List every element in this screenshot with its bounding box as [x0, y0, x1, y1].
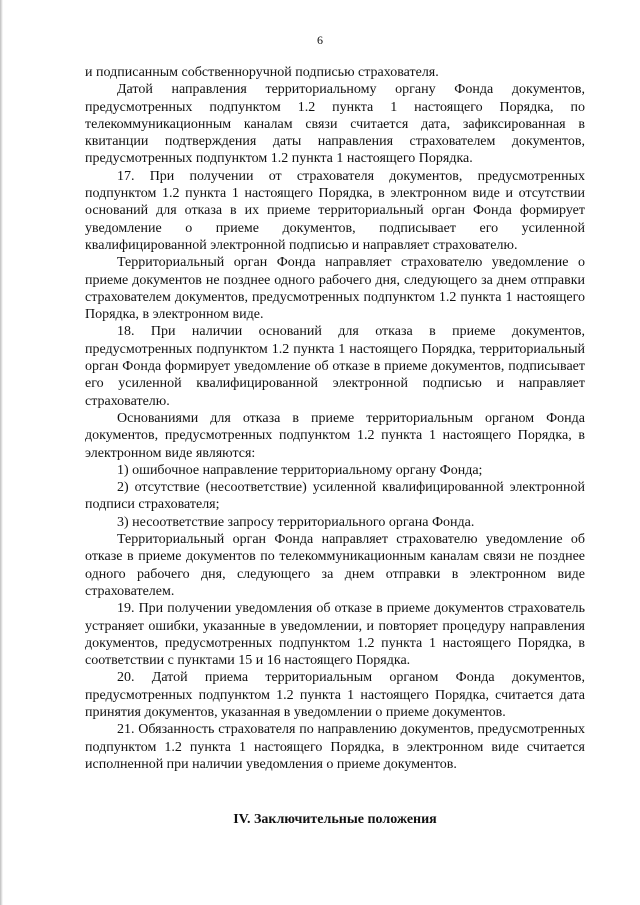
page-number: 6 — [317, 33, 323, 47]
paragraph-refusal-notice: Территориальный орган Фонда направляет страхователю уведомление об отказе в приеме документов по телекоммуникационным каналам связи не позднее одного рабочего дня, следующего за днем отправки в электронном виде страхователем. — [85, 532, 585, 599]
list-item-1: 1) ошибочное направление территориальному органу Фонда; — [117, 462, 483, 478]
paragraph-item-19: 19. При получении уведомления об отказе в приеме документов страхователь устраняет ошибки, указанные в уведомлении, и повторяет процедуру направления документов, предусмотренных подпунктом 1.2 пункта 1 настоящего Порядка, в соответствии с пунктами 15 и 16 настоящего Порядка. — [85, 601, 585, 669]
section-heading: IV. Заключительные положения — [233, 812, 437, 827]
paragraph-item-20: 20. Датой приема территориальным органом Фонда документов, предусмотренных подпунктом 1.2 пункта 1 настоящего Порядка, считается дата принятия документов, указанная в уведомлении о приеме документов. — [85, 670, 585, 720]
paragraph-item-21: 21. Обязанность страхователя по направлению документов, предусмотренных подпунктом 1.2 пункта 1 настоящего Порядка, в электронном виде считается исполненной при наличии уведомления о приеме документов. — [85, 722, 585, 772]
document-body — [85, 64, 585, 773]
paragraph-refusal-grounds: Основаниями для отказа в приеме территориальным органом Фонда документов, предусмотренных подпунктом 1.2 пункта 1 настоящего Порядка, в электронном виде являются: — [85, 410, 585, 461]
paragraph-continuation: и подписанным собственноручной подписью страхователя. — [85, 65, 439, 80]
paragraph-item-17: 17. При получении от страхователя документов, предусмотренных подпунктом 1.2 пункта 1 настоящего Порядка, в электронном виде и отсутствии оснований для отказа в их приеме территориальный орган Фонда формирует уведомление о приеме документов, подписывает его усиленной квалифицированной электронной подписью и направляет страхователю. — [85, 168, 585, 253]
paragraph-sending-date: Датой направления территориальному органу Фонда документов, предусмотренных подпунктом 1.2 пункта 1 настоящего Порядка, по телекоммуникационным каналам связи считается дата, зафиксированная в квитанции подтверждения даты направления страхователем документов, предусмотренных подпунктом 1.2 пункта 1 настоящего Порядка. — [85, 82, 585, 167]
paragraph-acceptance-notice: Территориальный орган Фонда направляет страхователю уведомление о приеме документов не позднее одного рабочего дня, следующего за днем отправки страхователем документов, предусмотренных подпунктом 1.2 пункта 1 настоящего Порядка, в электронном виде. — [85, 255, 585, 323]
list-item-2: 2) отсутствие (несоответствие) усиленной квалифицированной электронной подписи страхователя; — [85, 480, 585, 513]
paragraph-item-18: 18. При наличии оснований для отказа в приеме документов, предусмотренных подпунктом 1.2 пункта 1 настоящего Порядка, территориальный орган Фонда формирует уведомление об отказе в приеме документов, подписывает его усиленной квалифицированной электронной подписью и направляет страхователю. — [85, 324, 585, 409]
list-item-3: 3) несоответствие запросу территориального органа Фонда. — [117, 514, 475, 530]
